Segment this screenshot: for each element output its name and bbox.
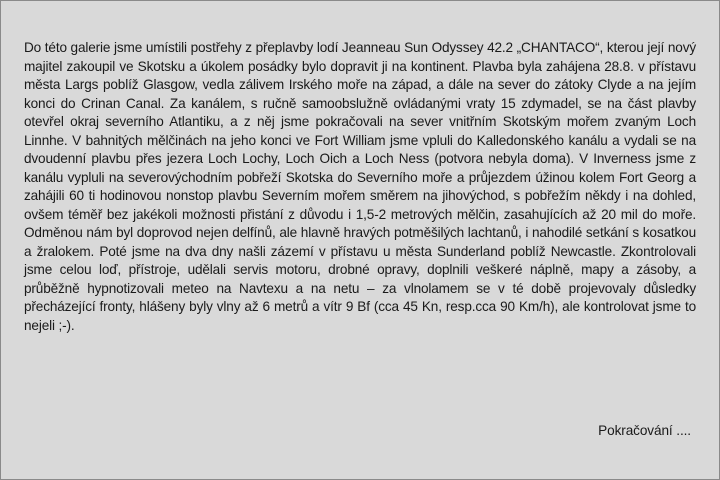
continue-label: Pokračování .... (598, 423, 691, 438)
description-paragraph: Do této galerie jsme umístili postřehy z přeplavby lodí Jeanneau Sun Odyssey 42.2 „CHANTACO“, kterou její nový majitel zakoupil ve Skotsku a úkolem posádky bylo dopravit ji na kontinent. Plavba byla zahájena 28.8. v přístavu města Largs poblíž Glasgow, vedla zálivem Irského moře na západ, a dále na sever do zátoky Clyde a na jejím konci do Crinan Canal. Za kanálem, s ručně samoobslužně ovládanými vraty 15 zdymadel, se na část plavby otevřel okraj severního Atlantiku, a z něj jsme pokračovali na sever vnitřním Skotským mořem zvaným Loch Linnhe. V bahnitých mělčinách na jeho konci ve Fort William jsme vpluli do Kalledonského kanálu a vydali se na dvoudenní plavbu přes jezera Loch Lochy, Loch Oich a Loch Ness (potvora nebyla doma). V Inverness jsme z kanálu vypluli na severovýchodním pobřeží Skotska do Severního moře a průjezdem úžinou kolem Fort Georg a zahájili 60 ti hodinovou nonstop plavbu Severním mořem směrem na jihovýchod, s pobřežím někdy i na dohled, ovšem téměř bez jakékoli možnosti přistání z důvodu i 1,5-2 metrových mělčin, zasahujících až 20 mil do moře. Odměnou nám byl doprovod nejen delfínů, ale hlavně hravých potměšilých lachtanů, i nahodilé setkání s kosatkou a žralokem. Poté jsme na dva dny našli zázemí v přístavu u města Sunderland poblíž Newcastle. Zkontrolovali jsme celou loď, přístroje, udělali servis motoru, drobné opravy, doplnili veškeré náplně, mapy a zásoby, a průběžně hypnotizovali meteo na Navtexu a na netu – za vlnolamem se v té době projevovaly důsledky přecházející fronty, hlášeny byly vlny až 6 metrů a vítr 9 Bf (cca 45 Kn, resp.cca 90 Km/h), ale kontrolovat jsme to nejeli ;-). (24, 40, 696, 333)
